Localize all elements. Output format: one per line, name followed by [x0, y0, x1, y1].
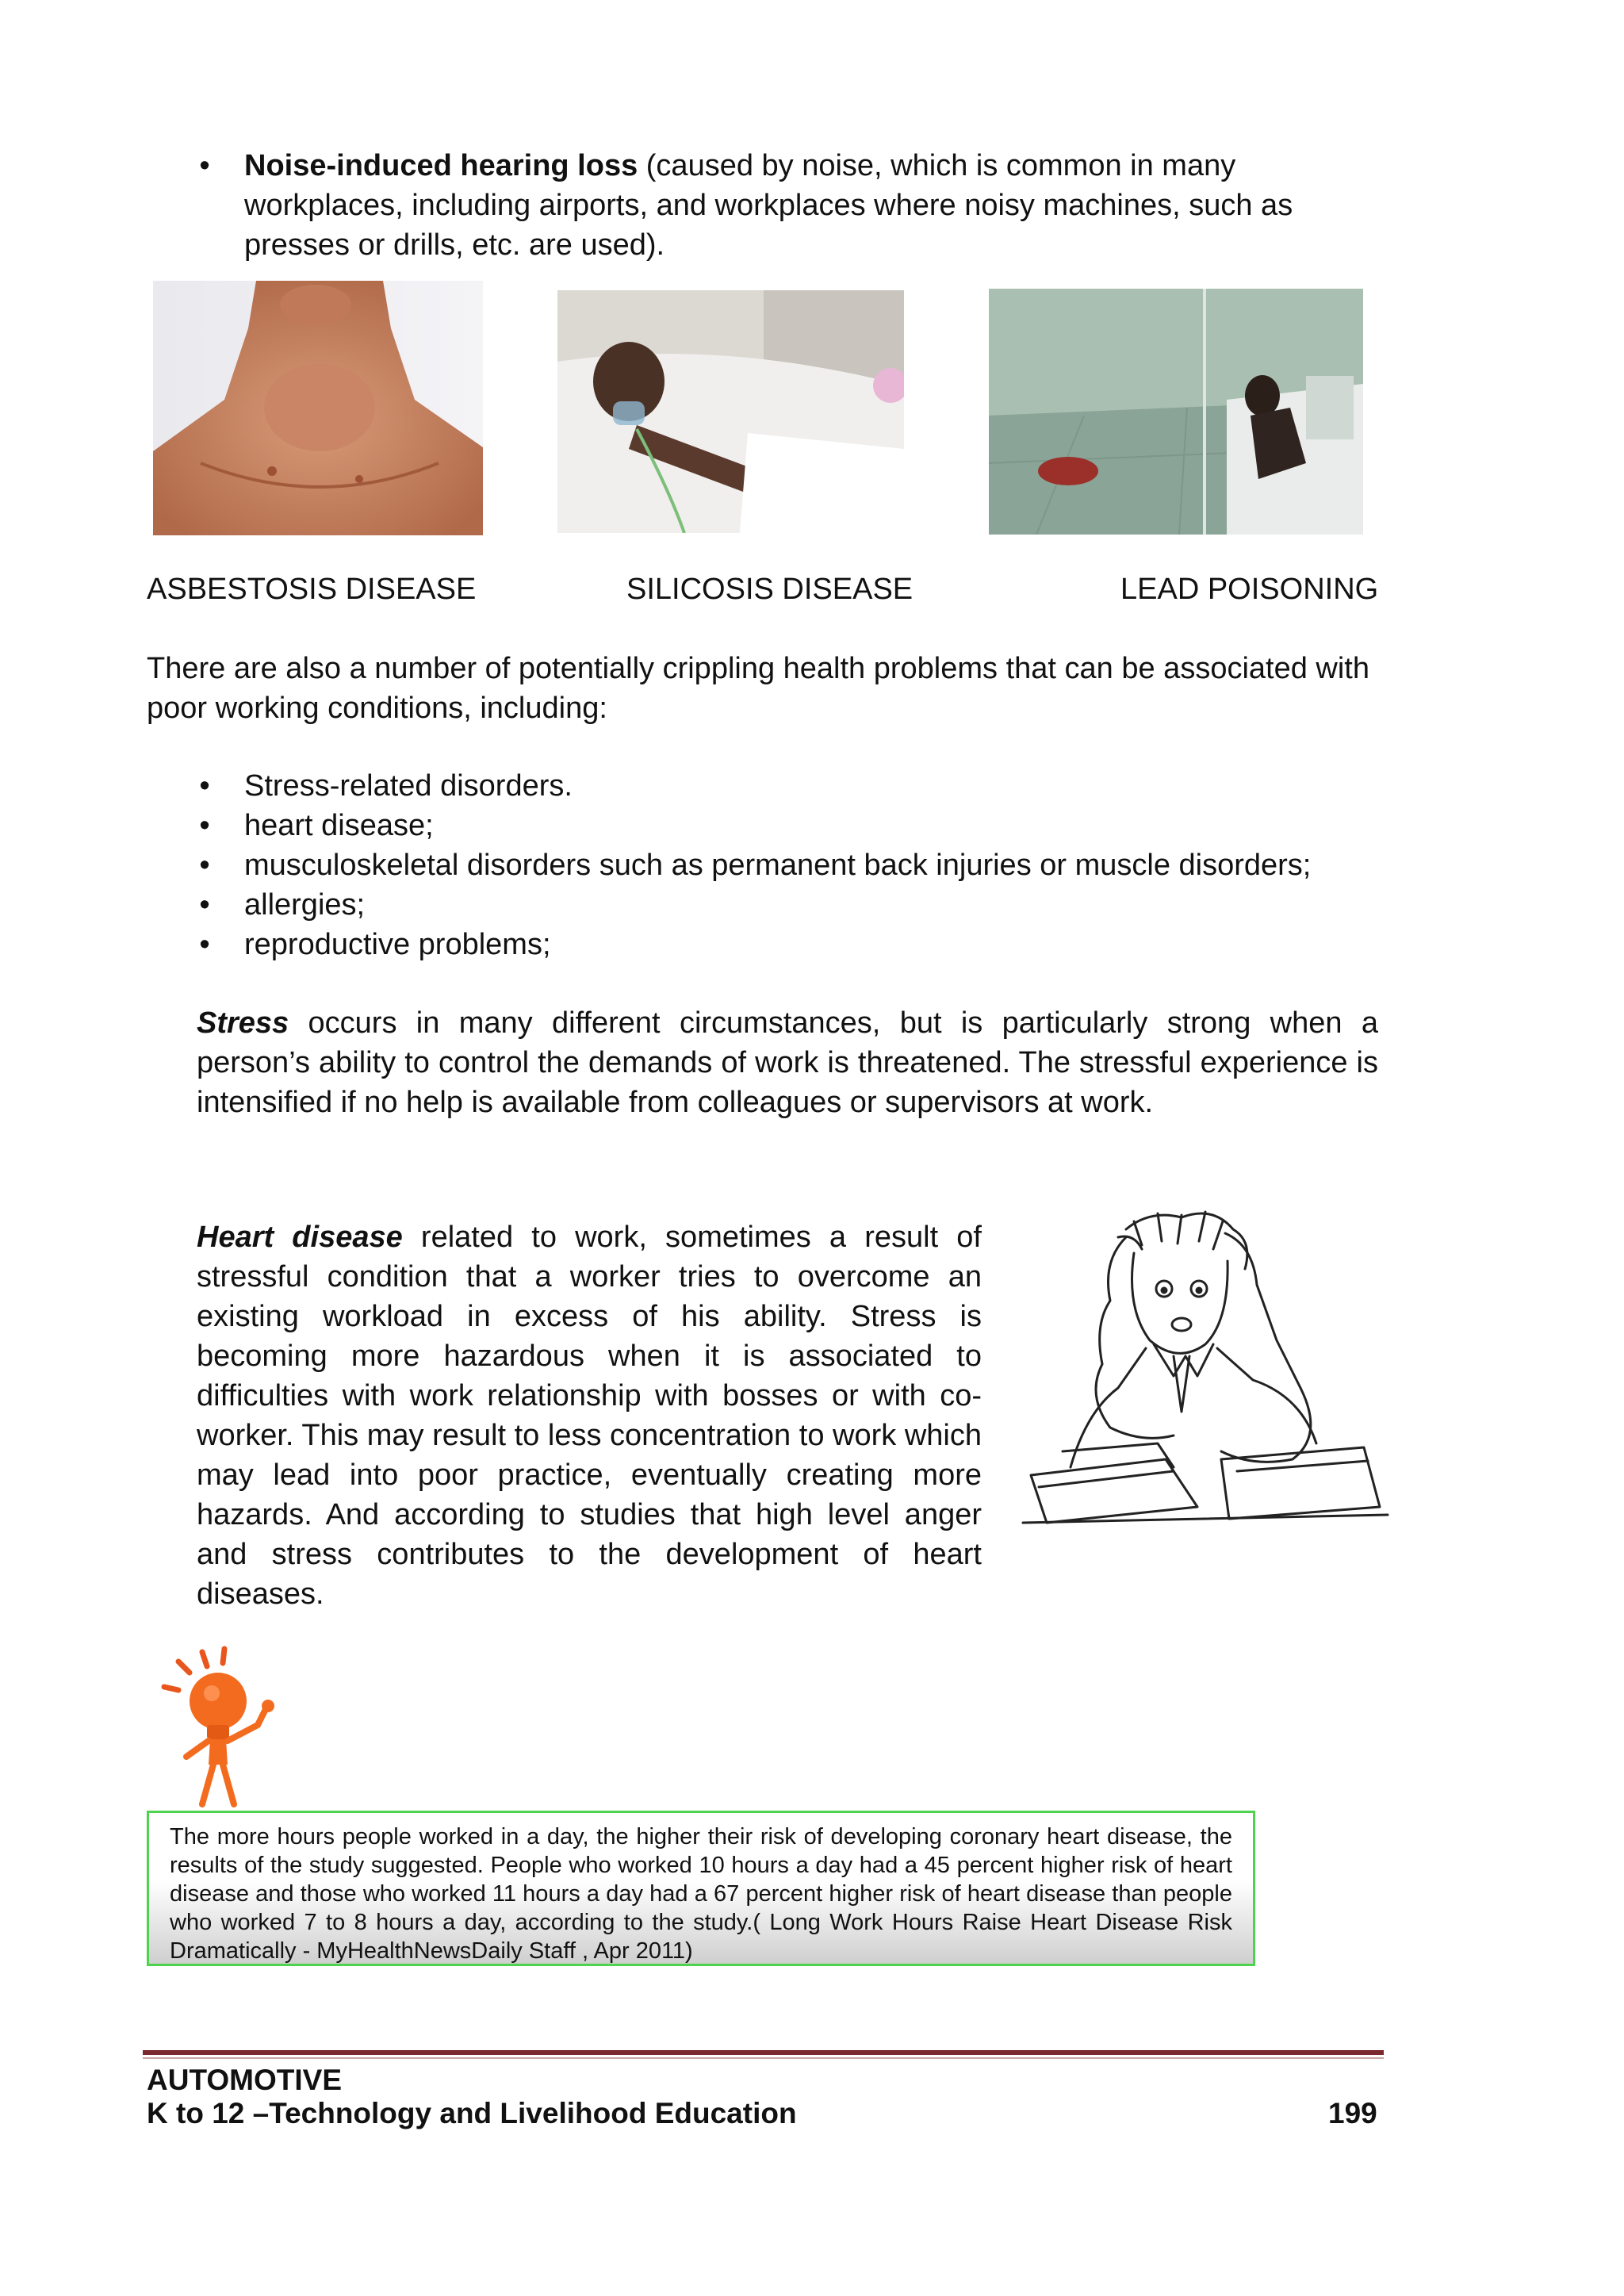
bullet-icon: •	[199, 888, 210, 922]
problem-text: musculoskeletal disorders such as permanent back injuries or muscle disorders;	[244, 849, 1312, 882]
list-item	[197, 766, 1386, 806]
health-problems-list	[197, 766, 1386, 964]
footer-subject: AUTOMOTIVE	[147, 2064, 342, 2096]
asbestosis-photo	[153, 281, 483, 535]
health-problems-intro: There are also a number of potentially crippling health problems that can be associated with poor working conditions, including:	[147, 652, 1369, 725]
noise-description: (caused by noise, which is common in many workplaces, including airports, and workplaces where noisy machines, such as presses or drills, etc. are used).	[244, 149, 1293, 262]
problem-text: heart disease;	[244, 809, 434, 842]
lightbulb-mascot-drawing	[155, 1646, 289, 1808]
list-item	[197, 845, 1386, 885]
heart-disease-text: related to work, sometimes a result of stressful condition that a worker tries to overcome an existing workload in excess of his ability. Stress is becoming more hazardous when it is associated to difficulties with work relationship with bosses or with co-worker. This may result to less concentration to work which may lead into poor practice, eventually creating more hazards. And according to studies that high level anger and stress contributes to the development of heart diseases.	[197, 1221, 982, 1611]
intro-bullet-list	[197, 146, 1339, 265]
study-note-text: The more hours people worked in a day, the higher their risk of developing coronary heart disease, the results of the study suggested. People who worked 10 hours a day had a 45 percent higher risk of heart disease and those who worked 11 hours a day had a 67 percent higher risk of heart disease than people who worked 7 to 8 hours a day, according to the study.( Long Work Hours Raise Heart Disease Risk Dramatically - MyHealthNewsDaily Staff , Apr 2011)	[170, 1824, 1232, 1964]
problem-text: allergies;	[244, 888, 366, 922]
footer-divider	[143, 2050, 1384, 2055]
footer-course: K to 12 –Technology and Livelihood Education	[147, 2097, 797, 2129]
stress-text: occurs in many different circumstances, but is particularly strong when a person’s ability to control the demands of work is threatened. The stressful experience is intensified if no help is available from colleagues or supervisors at work.	[197, 1006, 1378, 1119]
problem-text: reproductive problems;	[244, 928, 551, 961]
page-number: 199	[1328, 2097, 1377, 2129]
lead-poisoning-caption: LEAD POISONING	[1120, 573, 1379, 606]
silicosis-caption: SILICOSIS DISEASE	[626, 573, 914, 606]
bullet-icon: •	[199, 849, 210, 882]
stress-paragraph	[197, 1003, 1378, 1122]
study-note-box	[147, 1811, 1255, 1966]
list-item	[197, 885, 1386, 925]
silicosis-image	[557, 290, 904, 533]
problem-text: Stress-related disorders.	[244, 769, 573, 803]
bullet-icon: •	[199, 769, 210, 803]
noise-term: Noise-induced hearing loss	[244, 149, 638, 182]
list-item	[197, 925, 1386, 964]
silicosis-photo	[557, 290, 904, 533]
heart-disease-paragraph	[197, 1217, 982, 1614]
heart-disease-term: Heart disease	[197, 1221, 403, 1254]
stressed-worker-drawing	[1015, 1205, 1392, 1539]
lightbulb-idea-icon	[155, 1646, 289, 1808]
lead-poisoning-image	[989, 289, 1363, 535]
footer-divider-thin	[143, 2057, 1384, 2059]
bullet-icon: •	[199, 928, 210, 961]
stress-term: Stress	[197, 1006, 289, 1040]
asbestosis-image	[153, 281, 483, 535]
lead-poisoning-photo	[989, 289, 1363, 535]
bullet-icon: •	[199, 809, 210, 842]
bullet-icon: •	[199, 149, 210, 182]
list-item	[197, 806, 1386, 845]
stressed-worker-illustration	[1015, 1205, 1392, 1539]
list-item	[197, 146, 1339, 265]
asbestosis-caption: ASBESTOSIS DISEASE	[147, 573, 477, 606]
